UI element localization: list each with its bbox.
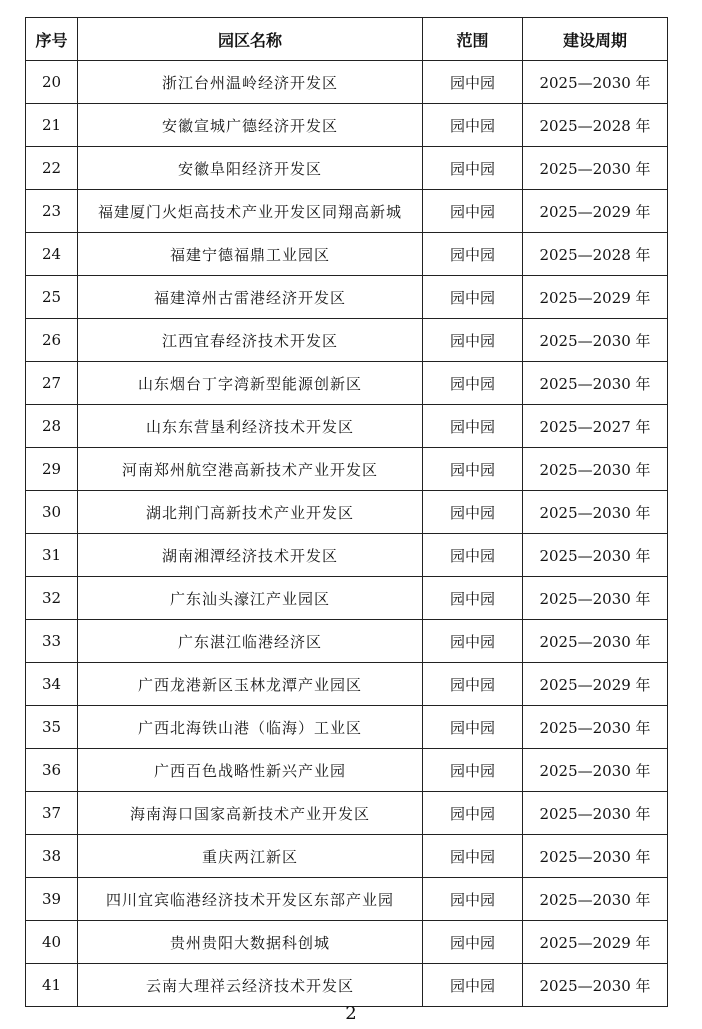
park-name-cell: 广西百色战略性新兴产业园 — [78, 749, 423, 792]
construction-period-cell: 2025—2030 年 — [523, 792, 668, 835]
serial-number-cell: 26 — [26, 319, 78, 362]
construction-period-cell: 2025—2030 年 — [523, 577, 668, 620]
construction-period-cell: 2025—2030 年 — [523, 319, 668, 362]
header-scope: 范围 — [423, 18, 523, 61]
table-row — [26, 878, 668, 921]
scope-cell: 园中园 — [423, 620, 523, 663]
scope-cell: 园中园 — [423, 491, 523, 534]
table-row — [26, 104, 668, 147]
scope-cell: 园中园 — [423, 61, 523, 104]
scope-cell: 园中园 — [423, 405, 523, 448]
serial-number-cell: 27 — [26, 362, 78, 405]
header-construction-period: 建设周期 — [523, 18, 668, 61]
table-row — [26, 577, 668, 620]
table-row — [26, 663, 668, 706]
park-name-cell: 江西宜春经济技术开发区 — [78, 319, 423, 362]
construction-period-cell: 2025—2029 年 — [523, 190, 668, 233]
park-name-cell: 广东湛江临港经济区 — [78, 620, 423, 663]
construction-period-cell: 2025—2030 年 — [523, 878, 668, 921]
construction-period-cell: 2025—2027 年 — [523, 405, 668, 448]
scope-cell: 园中园 — [423, 276, 523, 319]
scope-cell: 园中园 — [423, 104, 523, 147]
park-name-cell: 安徽宣城广德经济开发区 — [78, 104, 423, 147]
park-name-cell: 福建厦门火炬高技术产业开发区同翔高新城 — [78, 190, 423, 233]
park-name-cell: 安徽阜阳经济开发区 — [78, 147, 423, 190]
park-name-cell: 福建宁德福鼎工业园区 — [78, 233, 423, 276]
serial-number-cell: 32 — [26, 577, 78, 620]
park-name-cell: 广东汕头濠江产业园区 — [78, 577, 423, 620]
park-name-cell: 贵州贵阳大数据科创城 — [78, 921, 423, 964]
park-name-cell: 海南海口国家高新技术产业开发区 — [78, 792, 423, 835]
scope-cell: 园中园 — [423, 448, 523, 491]
construction-period-cell: 2025—2028 年 — [523, 104, 668, 147]
serial-number-cell: 28 — [26, 405, 78, 448]
scope-cell: 园中园 — [423, 362, 523, 405]
park-name-cell: 广西龙港新区玉林龙潭产业园区 — [78, 663, 423, 706]
serial-number-cell: 31 — [26, 534, 78, 577]
serial-number-cell: 21 — [26, 104, 78, 147]
table-row — [26, 749, 668, 792]
table-row — [26, 319, 668, 362]
serial-number-cell: 41 — [26, 964, 78, 1007]
table-row — [26, 491, 668, 534]
table-row — [26, 921, 668, 964]
header-serial-number: 序号 — [26, 18, 78, 61]
scope-cell: 园中园 — [423, 964, 523, 1007]
serial-number-cell: 22 — [26, 147, 78, 190]
park-name-cell: 四川宜宾临港经济技术开发区东部产业园 — [78, 878, 423, 921]
park-name-cell: 山东东营垦利经济技术开发区 — [78, 405, 423, 448]
industrial-park-table — [25, 17, 668, 1007]
park-name-cell: 广西北海铁山港（临海）工业区 — [78, 706, 423, 749]
serial-number-cell: 30 — [26, 491, 78, 534]
park-name-cell: 云南大理祥云经济技术开发区 — [78, 964, 423, 1007]
construction-period-cell: 2025—2030 年 — [523, 534, 668, 577]
serial-number-cell: 39 — [26, 878, 78, 921]
construction-period-cell: 2025—2030 年 — [523, 61, 668, 104]
park-name-cell: 河南郑州航空港高新技术产业开发区 — [78, 448, 423, 491]
scope-cell: 园中园 — [423, 190, 523, 233]
table-row — [26, 405, 668, 448]
park-name-cell: 湖南湘潭经济技术开发区 — [78, 534, 423, 577]
page-number: 2 — [345, 1003, 357, 1024]
scope-cell: 园中园 — [423, 147, 523, 190]
scope-cell: 园中园 — [423, 319, 523, 362]
scope-cell: 园中园 — [423, 921, 523, 964]
scope-cell: 园中园 — [423, 835, 523, 878]
scope-cell: 园中园 — [423, 878, 523, 921]
header-park-name: 园区名称 — [78, 18, 423, 61]
scope-cell: 园中园 — [423, 534, 523, 577]
park-name-cell: 浙江台州温岭经济开发区 — [78, 61, 423, 104]
scope-cell: 园中园 — [423, 233, 523, 276]
header-row — [26, 18, 668, 61]
scope-cell: 园中园 — [423, 577, 523, 620]
scope-cell: 园中园 — [423, 749, 523, 792]
serial-number-cell: 38 — [26, 835, 78, 878]
construction-period-cell: 2025—2030 年 — [523, 491, 668, 534]
scope-cell: 园中园 — [423, 792, 523, 835]
serial-number-cell: 35 — [26, 706, 78, 749]
serial-number-cell: 33 — [26, 620, 78, 663]
construction-period-cell: 2025—2030 年 — [523, 620, 668, 663]
table-body — [26, 61, 668, 1007]
serial-number-cell: 20 — [26, 61, 78, 104]
table-row — [26, 233, 668, 276]
table-row — [26, 706, 668, 749]
serial-number-cell: 29 — [26, 448, 78, 491]
park-name-cell: 湖北荆门高新技术产业开发区 — [78, 491, 423, 534]
table-row — [26, 964, 668, 1007]
serial-number-cell: 37 — [26, 792, 78, 835]
construction-period-cell: 2025—2030 年 — [523, 749, 668, 792]
construction-period-cell: 2025—2030 年 — [523, 964, 668, 1007]
table-row — [26, 534, 668, 577]
construction-period-cell: 2025—2030 年 — [523, 448, 668, 491]
park-name-cell: 山东烟台丁字湾新型能源创新区 — [78, 362, 423, 405]
table-row — [26, 190, 668, 233]
table-row — [26, 792, 668, 835]
table-row — [26, 620, 668, 663]
document-sheet — [25, 17, 667, 1007]
construction-period-cell: 2025—2030 年 — [523, 835, 668, 878]
construction-period-cell: 2025—2029 年 — [523, 276, 668, 319]
serial-number-cell: 40 — [26, 921, 78, 964]
serial-number-cell: 34 — [26, 663, 78, 706]
construction-period-cell: 2025—2029 年 — [523, 663, 668, 706]
table-row — [26, 835, 668, 878]
construction-period-cell: 2025—2030 年 — [523, 147, 668, 190]
construction-period-cell: 2025—2029 年 — [523, 921, 668, 964]
table-header — [26, 18, 668, 61]
serial-number-cell: 24 — [26, 233, 78, 276]
park-name-cell: 重庆两江新区 — [78, 835, 423, 878]
table-row — [26, 147, 668, 190]
serial-number-cell: 23 — [26, 190, 78, 233]
construction-period-cell: 2025—2030 年 — [523, 706, 668, 749]
construction-period-cell: 2025—2030 年 — [523, 362, 668, 405]
table-row — [26, 276, 668, 319]
scope-cell: 园中园 — [423, 663, 523, 706]
scope-cell: 园中园 — [423, 706, 523, 749]
serial-number-cell: 36 — [26, 749, 78, 792]
table-row — [26, 362, 668, 405]
serial-number-cell: 25 — [26, 276, 78, 319]
park-name-cell: 福建漳州古雷港经济开发区 — [78, 276, 423, 319]
table-row — [26, 448, 668, 491]
table-row — [26, 61, 668, 104]
construction-period-cell: 2025—2028 年 — [523, 233, 668, 276]
